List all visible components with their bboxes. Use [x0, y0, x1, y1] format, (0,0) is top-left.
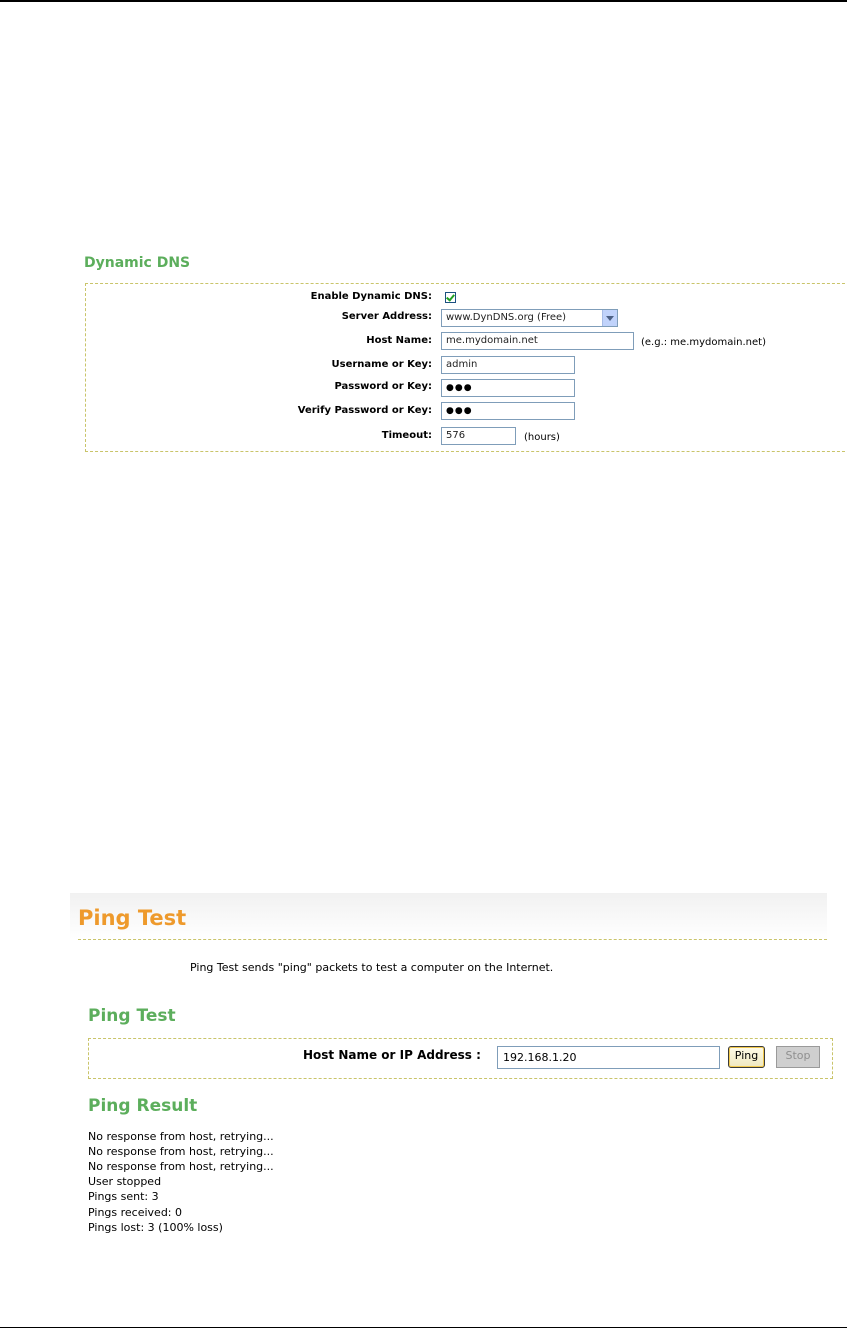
result-line: Pings lost: 3 (100% loss) — [88, 1221, 223, 1234]
server-address-value: www.DynDNS.org (Free) — [446, 312, 567, 323]
host-name-input[interactable]: me.mydomain.net — [441, 332, 634, 350]
host-name-row — [0, 332, 847, 354]
result-line: No response from host, retrying... — [88, 1145, 274, 1158]
ping-test-section-title: Ping Test — [88, 1006, 176, 1026]
host-name-label: Host Name: — [366, 335, 432, 346]
enable-ddns-label: Enable Dynamic DNS: — [310, 291, 432, 302]
ping-result-title: Ping Result — [88, 1096, 198, 1116]
result-line: User stopped — [88, 1175, 162, 1188]
password-row — [0, 378, 847, 400]
verify-password-row — [0, 402, 847, 424]
result-line: Pings received: 0 — [88, 1206, 183, 1219]
timeout-input[interactable]: 576 — [441, 427, 516, 445]
result-line: No response from host, retrying... — [88, 1160, 274, 1173]
enable-ddns-row — [0, 288, 847, 310]
server-address-label: Server Address: — [341, 311, 432, 322]
stop-button[interactable]: Stop — [776, 1046, 820, 1068]
verify-password-label: Verify Password or Key: — [297, 405, 432, 416]
timeout-row — [0, 427, 847, 449]
server-address-row — [0, 308, 847, 330]
header-divider — [78, 939, 827, 940]
host-ip-input[interactable]: 192.168.1.20 — [497, 1046, 720, 1069]
page-title: Ping Test — [78, 906, 187, 930]
ping-description: Ping Test sends "ping" packets to test a computer on the Internet. — [190, 961, 554, 974]
result-line: Pings sent: 3 — [88, 1190, 159, 1203]
password-label: Password or Key: — [334, 381, 432, 392]
ping-button[interactable]: Ping — [728, 1046, 765, 1068]
enable-ddns-checkbox[interactable] — [445, 292, 456, 303]
bottom-rule — [0, 1327, 847, 1328]
result-line: No response from host, retrying... — [88, 1130, 274, 1143]
top-rule — [0, 0, 847, 2]
ddns-section-title: Dynamic DNS — [84, 255, 191, 271]
password-input[interactable]: ●●● — [441, 379, 575, 397]
username-row — [0, 356, 847, 378]
verify-password-input[interactable]: ●●● — [441, 402, 575, 420]
username-label: Username or Key: — [331, 359, 432, 370]
username-input[interactable]: admin — [441, 356, 575, 374]
host-name-hint: (e.g.: me.mydomain.net) — [641, 337, 766, 348]
timeout-label: Timeout: — [381, 430, 432, 441]
host-ip-label: Host Name or IP Address : — [303, 1048, 481, 1062]
timeout-unit: (hours) — [524, 432, 560, 443]
chevron-down-icon[interactable] — [602, 310, 617, 326]
server-address-select[interactable] — [441, 309, 618, 327]
